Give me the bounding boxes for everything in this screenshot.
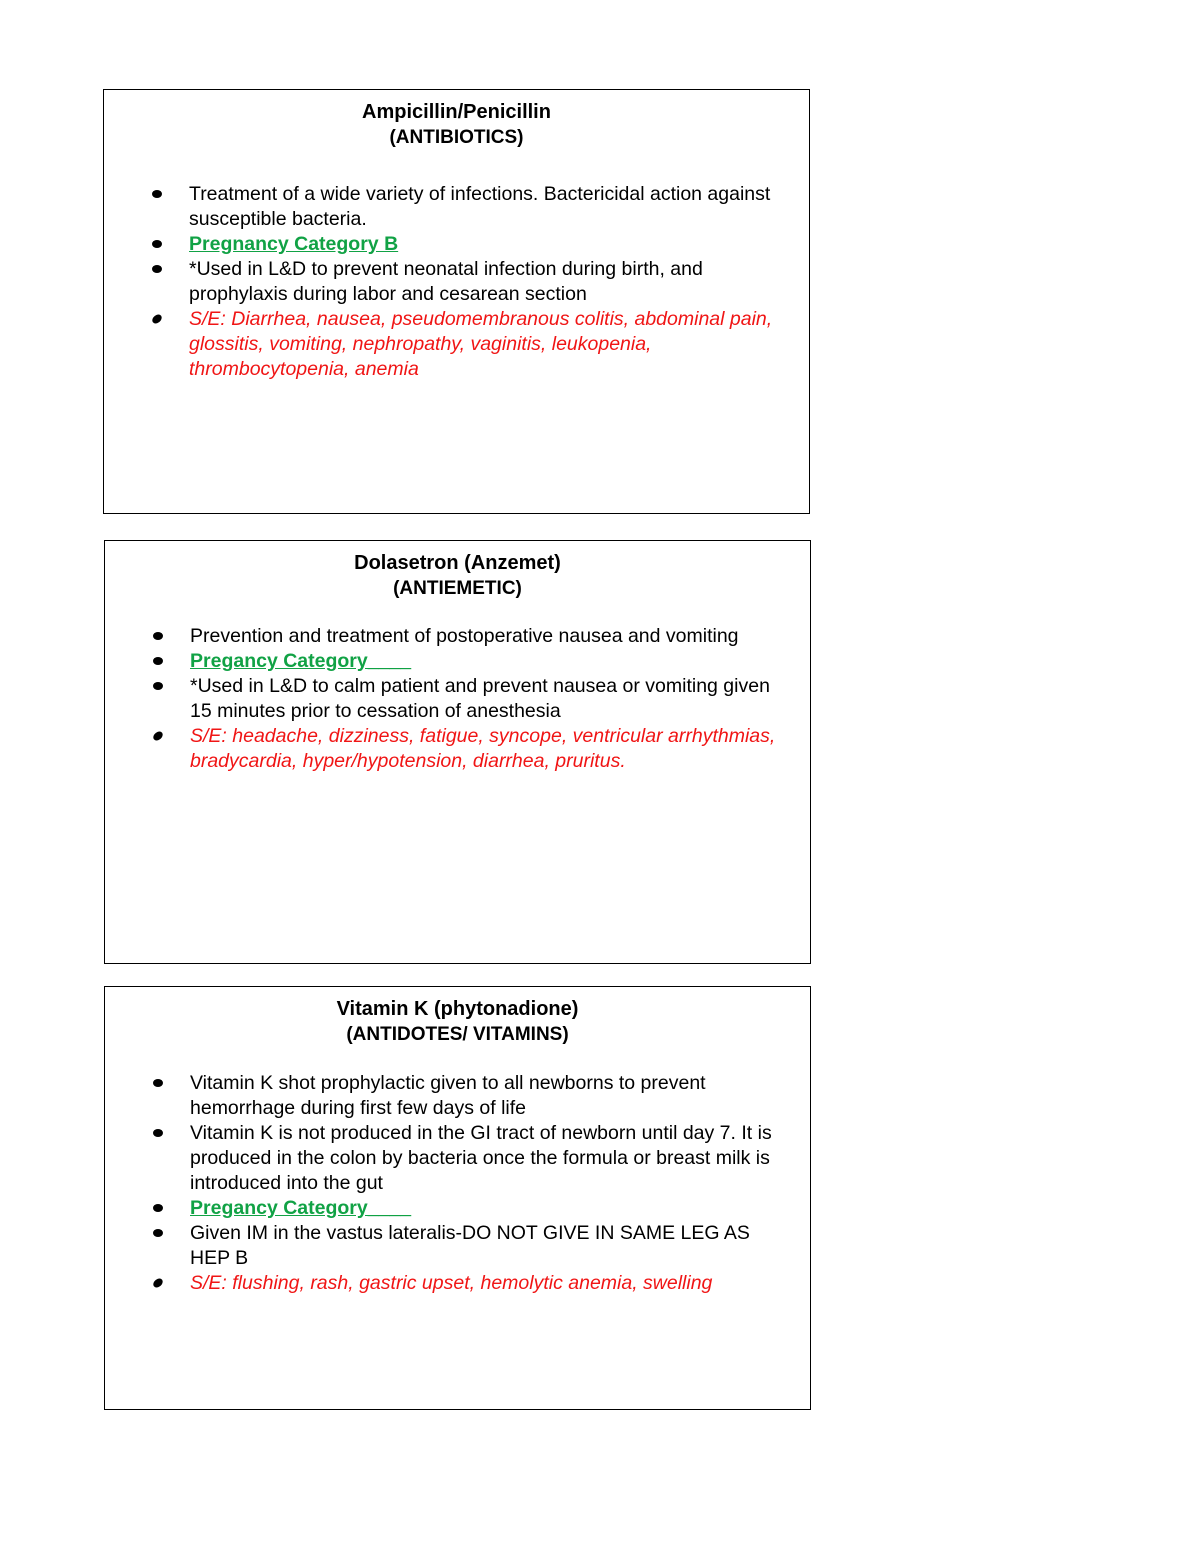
side-effects: S/E: Diarrhea, nausea, pseudomembranous colitis, abdominal pain, glossitis, vomiting, nephropathy, vaginitis, leukopenia, thrombocytopenia, anemia [104, 307, 789, 382]
bullet-icon [152, 313, 162, 325]
bullet-icon [153, 682, 163, 690]
card-title [105, 551, 810, 601]
card-title [105, 997, 810, 1047]
bullet-icon [153, 1229, 163, 1237]
card-bullet-list [105, 624, 790, 774]
drug-card-dolasetron [104, 540, 811, 964]
drug-name: Dolasetron (Anzemet) [354, 552, 561, 574]
side-effects: S/E: headache, dizziness, fatigue, syncope, ventricular arrhythmias, bradycardia, hyper/hypotension, diarrhea, pruritus. [105, 724, 790, 774]
list-item: *Used in L&D to calm patient and prevent nausea or vomiting given 15 minutes prior to cessation of anesthesia [105, 674, 790, 724]
list-item: *Used in L&D to prevent neonatal infection during birth, and prophylaxis during labor and cesarean section [104, 257, 789, 307]
bullet-icon [153, 632, 163, 640]
bullet-icon [152, 190, 162, 198]
pregnancy-category: Pregancy Category____ [105, 1196, 790, 1221]
drug-card-ampicillin [103, 89, 810, 514]
bullet-icon [153, 1079, 163, 1087]
drug-class: (ANTIDOTES/ VITAMINS) [346, 1024, 569, 1045]
bullet-icon [153, 657, 163, 665]
card-bullet-list [105, 1071, 790, 1296]
drug-class: (ANTIBIOTICS) [389, 127, 524, 148]
list-item: Prevention and treatment of postoperative nausea and vomiting [105, 624, 790, 649]
card-bullet-list [104, 182, 789, 382]
pregnancy-category: Pregancy Category____ [105, 649, 790, 674]
list-item: Treatment of a wide variety of infections. Bactericidal action against susceptible bacteria. [104, 182, 789, 232]
card-title [104, 100, 809, 150]
drug-class: (ANTIEMETIC) [393, 578, 522, 599]
drug-name: Ampicillin/Penicillin [362, 101, 551, 123]
bullet-icon [153, 1204, 163, 1212]
bullet-icon [153, 1129, 163, 1137]
pregnancy-category: Pregnancy Category B [104, 232, 789, 257]
bullet-icon [153, 730, 163, 742]
list-item: Given IM in the vastus lateralis-DO NOT GIVE IN SAME LEG AS HEP B [105, 1221, 790, 1271]
drug-name: Vitamin K (phytonadione) [336, 998, 579, 1020]
list-item: Vitamin K is not produced in the GI tract of newborn until day 7. It is produced in the colon by bacteria once the formula or breast milk is introduced into the gut [105, 1121, 790, 1196]
bullet-icon [152, 265, 162, 273]
bullet-icon [152, 240, 162, 248]
side-effects: S/E: flushing, rash, gastric upset, hemolytic anemia, swelling [105, 1271, 790, 1296]
bullet-icon [153, 1277, 163, 1289]
list-item: Vitamin K shot prophylactic given to all newborns to prevent hemorrhage during first few days of life [105, 1071, 790, 1121]
drug-card-vitamin-k [104, 986, 811, 1410]
